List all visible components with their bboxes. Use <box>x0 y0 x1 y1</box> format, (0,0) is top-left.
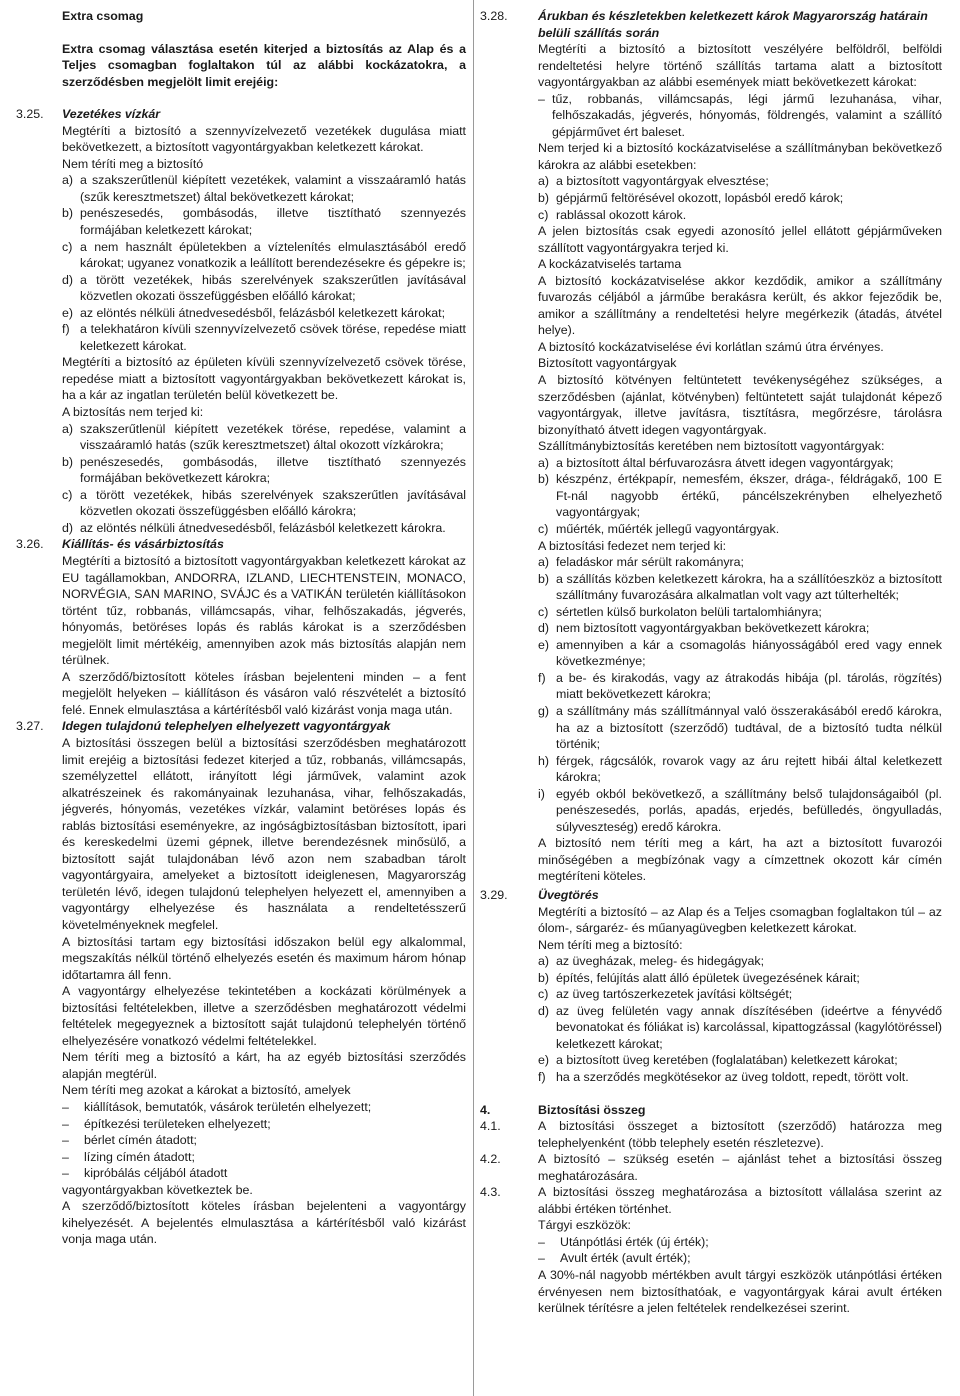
list-item-label: b) <box>62 206 74 221</box>
left-column <box>16 8 466 1248</box>
list-item-label: d) <box>62 272 74 287</box>
list-item <box>538 471 942 521</box>
list-item-text: feladáskor már sérült rakományra; <box>556 555 744 570</box>
list-item-label: e) <box>538 637 550 652</box>
list-item <box>538 521 942 538</box>
list-item <box>62 272 466 305</box>
paragraph: A biztosítási tartam egy biztosítási időszakon belül egy alkalommal, megszakítás nélkül történő elhelyezés esetén és maximum három hónap időtartamra áll fenn. <box>62 934 466 982</box>
paragraph: A 30%-nál nagyobb mértékben avult tárgyi eszközök utánpótlási értéken érvényesen nem biztosíthatóak, e vagyontárgyak kárai avult értéken kerülnek térítésre a jelen feltételek rendelkezései szerint. <box>538 1268 942 1316</box>
list-item-label: e) <box>538 1053 550 1068</box>
list-item <box>538 1003 942 1053</box>
list-item <box>538 190 942 207</box>
list-item-text: az elöntés nélküli átnedvesedésből, felázásból keletkezett károkra. <box>80 520 446 535</box>
subsection-text: A biztosító – szükség esetén – ajánlást tehet a biztosítási összeg meghatározására. <box>538 1152 942 1183</box>
list-item-text: a be- és kirakodás, vagy az átrakodás hibája (pl. tárolás, rögzítés) miatt bekövetkezett károkra; <box>556 670 942 702</box>
list-item <box>62 421 466 454</box>
paragraph: Nem terjed ki a biztosító kockázatviselése a szállítmányban bekövetkező károkra az alábbi esetekben: <box>538 141 942 172</box>
list-item-label: e) <box>62 305 74 320</box>
section-number: 3.25. <box>16 107 44 122</box>
paragraph: A biztosítási összegen belül a biztosítási szerződésben meghatározott limit erejéig a biztosítási fedezet kiterjed a tűz, robbanás, villámcsapás, személyzettel ellátott, irányított légi járművek, valamint azok alkatrészeinek és rakományainak lezuhanása, vihar, felhőszakadás, jégverés, hónyomás, vezetékes vízkár, valamint betöréses lopás és rablás biztosítási eseményekre, az ingóságbiztosításban biztosított, ipari és kereskedelmi üzemi gépnek, illetve berendezésnek minősülő, a biztosított saját tulajdonában lévő azon nem szabadban tárolt vagyontárgyaira, amelyeket a biztosított ideiglenesen, Magyarország területén lévő, idegen tulajdonú telephelyen helyezett el, amennyiben a vagyontárgy elhelyezése és használata a rendeltetésszerű követelményeknek megfelel. <box>62 735 466 932</box>
list-item-label: d) <box>62 520 74 535</box>
paragraph: A kockázatviselés tartama <box>538 257 682 272</box>
paragraph: Nem téríti meg a biztosító a kárt, ha az egyéb biztosítási szerződés alapján megtérül. <box>62 1050 466 1081</box>
subsection-number: 4.3. <box>480 1185 501 1200</box>
list-item <box>62 520 466 537</box>
list-item <box>538 173 942 190</box>
section-3-27 <box>16 718 466 1248</box>
extra-package-title: Extra csomag <box>62 9 144 23</box>
list-item-text: a törött vezetékek, hibás szerelvények szakszerűtlen javításával közvetlen okozati összefüggésben előálló károkra; <box>80 487 466 519</box>
dash-item-text: kiállítások, bemutatók, vásárok területén elhelyezett; <box>84 1100 372 1114</box>
list-item-label: a) <box>62 421 74 436</box>
right-column <box>480 8 942 1317</box>
list-item-label: f) <box>62 322 70 337</box>
dash-item: – Utánpótlási érték (új érték); <box>538 1234 709 1249</box>
dash-item: – kiállítások, bemutatók, vásárok területén elhelyezett; <box>62 1100 372 1114</box>
paragraph: Tárgyi eszközök: <box>538 1218 631 1233</box>
list-item-text: penészesedés, gombásodás, illetve tisztítható szennyezés formájában bekövetkezett károkra; <box>80 454 466 486</box>
list-item <box>538 455 942 472</box>
section-4 <box>480 1102 942 1317</box>
paragraph: A jelen biztosítás csak egyedi azonosító jellel ellátott gépjárműveken szállított vagyontárgyakra terjed ki. <box>538 224 942 255</box>
paragraph: A biztosító kockázatviselése akkor kezdődik, amikor a szállítmány fuvarozás céljából a járműbe berakásra került, és akkor fejeződik be, amikor a szállítmány a rendeltetési helyre megérkezik (átadás, átvétel helye). <box>538 273 942 338</box>
list-item-text: az üveg felületén vagy annak díszítésében (ideértve a fényvédő bevonatokat és fóliákat is) karcolással, kipattogzással (kagylótöréssel) keletkezett károkat; <box>556 1003 942 1051</box>
list-item-text: férgek, rágcsálók, rovarok vagy az áru rejtett hibái által keletkezett károkra; <box>556 753 942 785</box>
list-item <box>538 786 942 836</box>
list-item <box>538 953 942 970</box>
paragraph: Megtéríti a biztosító – az Alap és a Teljes csomagban foglaltakon túl – az ólom-, sárgaréz- és műanyagüvegben keletkezett károkat. <box>538 904 942 936</box>
paragraph: A biztosítási fedezet nem terjed ki: <box>538 538 727 553</box>
list-item-text: műérték, műérték jellegű vagyontárgyak. <box>556 521 780 536</box>
paragraph: Megtéríti a biztosító a biztosított vagyontárgyakban keletkezett károkat az EU tagállamokban, ANDORRA, IZLAND, LIECHTENSTEIN, MONACO, NORVÉGIA, SAN MARINO, SVÁJC és a VATIKÁN területén kiállításokon történt tűz, robbanás, villámcsapás, vihar, felhőszakadás, jégverés, hónyomás, betöréses lopás és rablás károkat is a szerződésben megjelölt limit mértékéig, amennyiben azok más biztosítás alapján nem térülnek. <box>62 553 466 668</box>
list-item-label: h) <box>538 753 550 768</box>
section-number: 3.27. <box>16 719 44 734</box>
list-item <box>538 670 942 703</box>
subsection-number: 4.2. <box>480 1152 501 1167</box>
section-3-29 <box>480 887 942 1086</box>
list-item-label: b) <box>538 191 550 206</box>
list-item-label: c) <box>538 604 549 619</box>
list-item-label: c) <box>538 521 549 536</box>
list-item-text: szakszerűtlenül kiépített vezetékek törése, repedése, valamint a visszaáramló hatás (szűk keresztmetszet) által okozott vízkárokra; <box>80 421 466 453</box>
paragraph: A biztosító nem téríti meg a kárt, ha azt a biztosított fuvarozói minőségében a megbízónak vagy a címzettnek okozott kár címén megtéríteni köteles. <box>538 836 942 884</box>
dash-item-text: bérlet címén átadott; <box>84 1133 197 1148</box>
list-item-text: sértetlen külső burkolaton belüli tartalomhiányra; <box>556 604 822 619</box>
paragraph: A vagyontárgy elhelyezése tekintetében a kockázati körülmények a biztosítási feltételekben, illetve a szerződésben meghatározott védelmi feltételek megegyeznek a biztosított saját tulajdonú telephelyén történő elhelyezésére vonatkozó védelmi feltételekkel. <box>62 984 466 1048</box>
list-item-label: a) <box>62 173 74 188</box>
list-item-text: a szállítás közben keletkezett károkra, ha a szállítóeszköz a biztosított szállítmány fuvarozására alkalmatlan volt vagy azt túlterhelték; <box>556 571 942 603</box>
list-item-text: a biztosított üveg keretében (foglalatában) keletkezett károkat; <box>556 1053 898 1068</box>
list-item-label: g) <box>538 703 550 718</box>
list-item-label: c) <box>62 487 73 502</box>
dash-item-text: építkezési területeken elhelyezett; <box>84 1116 271 1131</box>
list-item <box>62 454 466 487</box>
list-item-text: építés, felújítás alatt álló épületek üvegezésének kárait; <box>556 970 860 985</box>
list-item <box>538 986 942 1003</box>
dash-item: – lízing címén átadott; <box>62 1149 195 1164</box>
dash-item-text: Utánpótlási érték (új érték); <box>560 1234 709 1249</box>
list-item-text: az elöntés nélküli átnedvesedésből, felázásból keletkezett károkat; <box>80 305 446 320</box>
dash-item: – bérlet címén átadott; <box>62 1133 197 1148</box>
paragraph: Szállítmánybiztosítás keretében nem biztosított vagyontárgyak: <box>538 439 885 454</box>
list-item-text: a szakszerűtlenül kiépített vezetékek, valamint a visszaáramló hatás (szűk keresztmetszet) által bekövetkezett károkat; <box>80 173 466 204</box>
paragraph: A biztosító kötvényen feltüntetett tevékenységéhez szükséges, a szerződésben (ajánlat, kötvényben) feltüntetett saját tulajdonát képező vagyontárgyak, illetve javításra, tisztításra, megőrzésre, tárolásra bizonyítható átvett idegen vagyontárgyak. <box>538 373 942 437</box>
section-number: 4. <box>480 1102 491 1117</box>
list-item <box>62 239 466 272</box>
list-item-text: ha a szerződés megkötésekor az üveg toldott, repedt, törött volt. <box>556 1070 909 1084</box>
section-3-28 <box>480 8 942 885</box>
section-title: Kiállítás- és vásárbiztosítás <box>62 537 224 552</box>
list-item <box>538 703 942 753</box>
list-item-label: d) <box>538 1003 550 1018</box>
column-divider <box>473 0 474 1396</box>
list-item-text: amennyiben a kár a csomagolás hiányosságából ered vagy ennek következménye; <box>556 637 942 669</box>
list-item-label: a) <box>538 954 550 969</box>
list-item-label: f) <box>538 1070 546 1084</box>
list-item-text: a biztosított vagyontárgyak elvesztése; <box>556 174 769 189</box>
list-item <box>62 305 466 322</box>
dash-item-text: lízing címén átadott; <box>84 1149 195 1164</box>
list-item-text: a nem használt épületekben a víztelenítés elmulasztásából eredő károkat; ugyanez vonatkozik a leállított berendezésekre és gépekre is; <box>80 239 466 271</box>
list-item-text: nem biztosított vagyontárgyakban bekövetkezett károkra; <box>556 621 870 636</box>
list-item-label: f) <box>538 670 546 685</box>
paragraph: Megtéríti a biztosító a szennyvízelvezető vezetékek dugulása miatt bekövetkezett, a biztosított vagyontárgyakban keletkezett károkat. <box>62 123 466 155</box>
list-item-text: penészesedés, gombásodás, illetve tisztítható szennyezés formájában keletkezett károkat; <box>80 206 466 238</box>
subsection-text: A biztosítási összeget a biztosított (szerződő) határozza meg telephelyenként (több telephely esetén részletezve). <box>538 1119 942 1150</box>
list-item-text: a törött vezetékek, hibás szerelvények szakszerűtlen javításával közvetlen okozati összefüggésben előálló károkat; <box>80 272 466 304</box>
section-title: Árukban és készletekben keletkezett károk Magyarország határain belüli szállítás során <box>538 9 928 40</box>
list-item-label: c) <box>62 239 73 254</box>
list-item-label: b) <box>538 970 550 985</box>
list-item-label: b) <box>538 472 550 487</box>
paragraph: Nem téríti meg a biztosító <box>62 156 204 171</box>
section-3-26 <box>16 536 466 718</box>
list-item <box>538 1052 942 1069</box>
paragraph: A szerződő/biztosított köteles írásban bejelenteni minden – a fent megjelölt helyeken – kiállításon és vásáron való részvételét a biztosító felé. Ennek elmulasztása a kártérítésből való kizárást vonja maga után. <box>62 669 466 717</box>
dash-item-text: Avult érték (avult érték); <box>560 1251 691 1266</box>
list-item-text: készpénz, értékpapír, nemesfém, ékszer, drága-, féldrágakő, 100 E Ft-nál nagyobb értékű, páncélszekrényben elhelyezhető vagyontárgyak; <box>556 472 942 520</box>
list-item <box>62 205 466 238</box>
section-3-25 <box>16 106 466 536</box>
list-item <box>62 487 466 520</box>
dash-item: – kipróbálás céljából átadott <box>62 1166 228 1181</box>
list-item-label: d) <box>538 621 550 636</box>
paragraph: A biztosítás nem terjed ki: <box>62 405 204 420</box>
subsection-number: 4.1. <box>480 1119 501 1134</box>
list-item-text: a biztosított által bérfuvarozásra átvett idegen vagyontárgyak; <box>556 455 894 470</box>
list-item-label: b) <box>62 454 74 469</box>
list-item-label: c) <box>538 207 549 222</box>
dash-item: – tűz, robbanás, villámcsapás, légi jármű lezuhanása, vihar, felhőszakadás, jégverés, hónyomás, földrengés, valamint a szállító gépjárművet ért baleset. <box>538 91 942 139</box>
list-item <box>538 620 942 637</box>
list-item <box>62 172 466 205</box>
list-item <box>538 207 942 224</box>
list-item-text: az üveg tartószerkezetek javítási költségét; <box>556 987 793 1002</box>
paragraph: A biztosító kockázatviselése évi korlátlan számú útra érvényes. <box>538 339 884 354</box>
section-number: 3.28. <box>480 9 508 23</box>
section-title: Idegen tulajdonú telephelyen elhelyezett vagyontárgyak <box>62 719 391 734</box>
dash-item: – építkezési területeken elhelyezett; <box>62 1116 271 1131</box>
list-item-label: a) <box>538 555 550 570</box>
list-item <box>538 1069 942 1086</box>
dash-item: – Avult érték (avult érték); <box>538 1251 691 1266</box>
section-number: 3.26. <box>16 537 44 552</box>
list-item-text: gépjármű feltörésével okozott, lopásból eredő károk; <box>556 191 844 206</box>
list-item <box>538 970 942 987</box>
section-title: Vezetékes vízkár <box>62 107 161 122</box>
paragraph: Biztosított vagyontárgyak <box>538 356 677 371</box>
paragraph: Nem téríti meg azokat a károkat a biztosító, amelyek <box>62 1083 351 1098</box>
section-title: Biztosítási összeg <box>538 1102 646 1117</box>
section-number: 3.29. <box>480 887 508 902</box>
list-item-text: a telekhatáron kívüli szennyvízelvezető csövek törése, repedése miatt keletkezett károkat. <box>80 322 466 353</box>
list-item-text: az üvegházak, meleg- és hidegágyak; <box>556 954 765 969</box>
paragraph: vagyontárgyakban következtek be. <box>62 1182 253 1197</box>
list-item <box>538 571 942 604</box>
section-title: Üvegtörés <box>538 887 599 902</box>
list-item-label: a) <box>538 455 550 470</box>
subsection-text: A biztosítási összeg meghatározása a biztosított vállalása szerint az alábbi értéken történhet. <box>538 1185 942 1216</box>
paragraph: Megtéríti a biztosító az épületen kívüli szennyvízelvezető csövek törése, repedése miatt a biztosított vagyontárgyakban bekövetkezett károkat is, ha a kár az ingatlan területén belül következett be. <box>62 355 466 403</box>
list-item-label: b) <box>538 571 550 586</box>
list-item-text: rablással okozott károk. <box>556 207 687 222</box>
list-item-label: i) <box>538 786 545 801</box>
extra-package-intro: Extra csomag választása esetén kiterjed a biztosítás az Alap és a Teljes csomagban foglaltakon túl az alábbi kockázatokra, a szerződésben megjelölt limit erejéig: <box>62 41 466 89</box>
list-item <box>538 637 942 670</box>
subsection <box>480 1151 942 1184</box>
paragraph: A szerződő/biztosított köteles írásban bejelenteni a vagyontárgy kihelyezését. A bejelentés elmulasztása a kártérítésből való kizárást vonja maga után. <box>62 1199 466 1247</box>
paragraph: Nem téríti meg a biztosító: <box>538 937 683 952</box>
subsection <box>480 1118 942 1151</box>
list-item-text: egyéb okból bekövetkező, a szállítmány belső tulajdonságaiból (pl. penészesedés, porlás, apadás, erjedés, befülledés, öngyulladás, súlyveszteség) eredő károkra. <box>556 786 942 834</box>
list-item-label: a) <box>538 174 550 189</box>
list-item <box>538 753 942 786</box>
paragraph: Megtéríti a biztosító a biztosított veszélyére belföldről, belföldi rendeltetési helyre történő szállítás tartama alatt a biztosított vagyontárgyakban az alábbi események miatt bekövetkezett károkat: <box>538 42 942 90</box>
list-item-text: a szállítmány más szállítmánnyal való összerakásából eredő károkra, ha az a biztosított (szerződő) tudtával, de a biztosító tudta nélkül történik; <box>556 703 942 752</box>
list-item <box>62 321 466 354</box>
dash-item-text: kipróbálás céljából átadott <box>84 1166 228 1181</box>
list-item <box>538 554 942 571</box>
subsection <box>480 1184 942 1217</box>
list-item <box>538 604 942 621</box>
list-item-label: c) <box>538 987 549 1002</box>
